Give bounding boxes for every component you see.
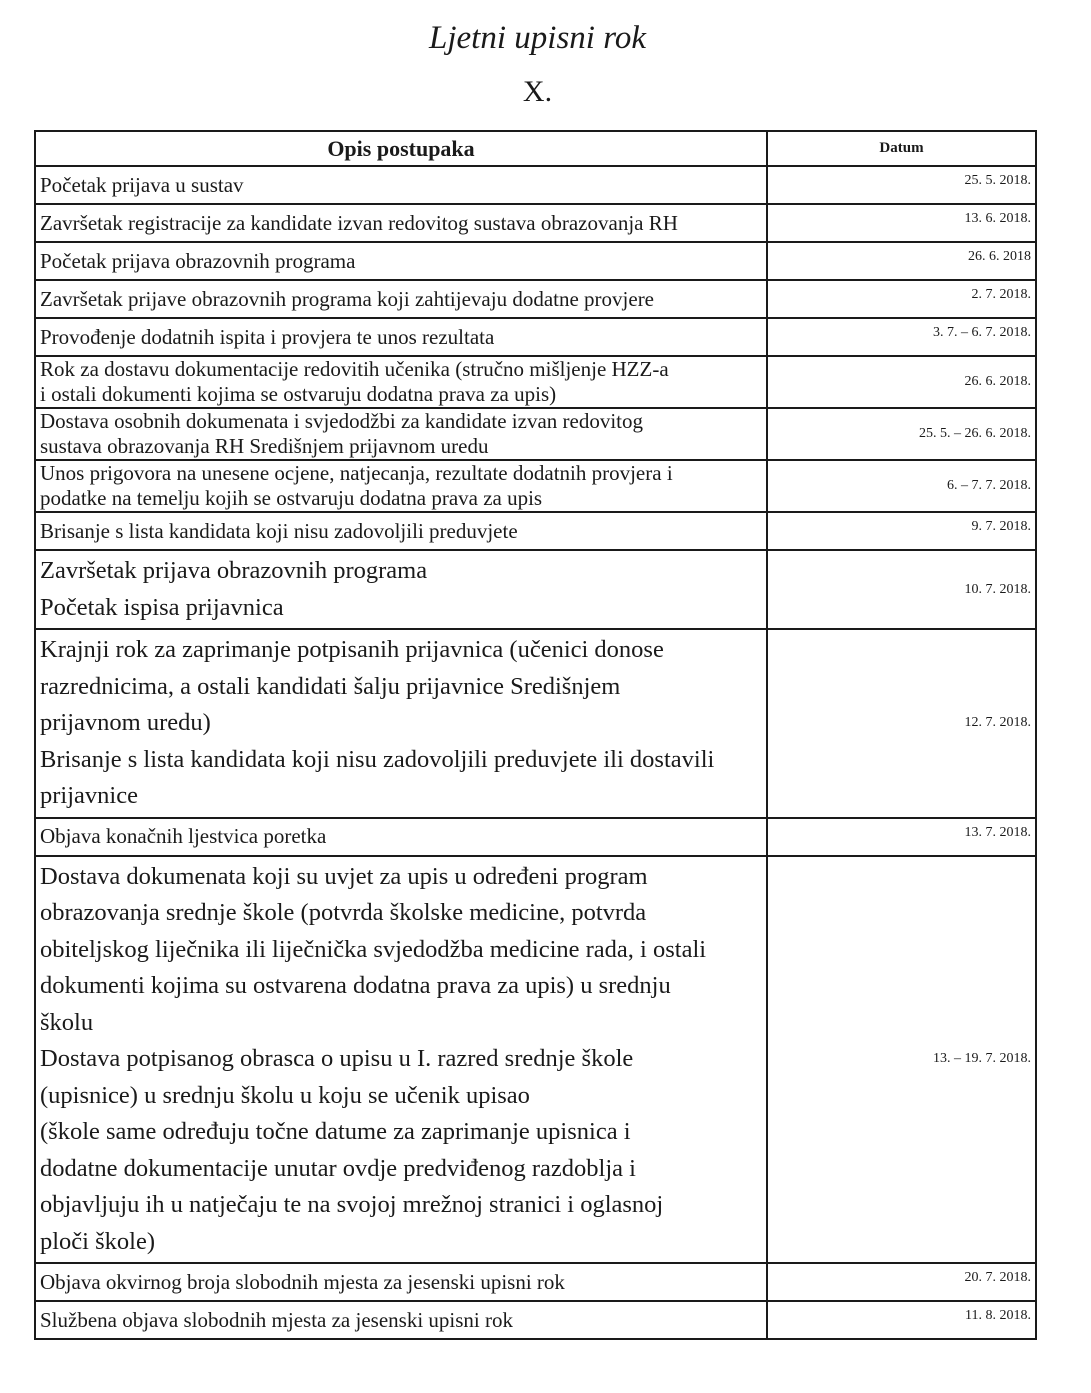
row-date: 20. 7. 2018. <box>767 1263 1036 1301</box>
row-date: 6. – 7. 7. 2018. <box>767 460 1036 512</box>
description-line: (upisnice) u srednju školu u koju se učenik upisao <box>40 1081 530 1109</box>
row-date: 13. 6. 2018. <box>767 204 1036 242</box>
table-row <box>35 204 1036 242</box>
description-line: Dostava dokumenata koji su uvjet za upis u određeni program <box>40 862 648 890</box>
description-line: Dostava potpisanog obrasca o upisu u I. razred srednje škole <box>40 1045 634 1072</box>
row-date: 13. – 19. 7. 2018. <box>767 856 1036 1264</box>
row-date: 25. 5. – 26. 6. 2018. <box>767 408 1036 460</box>
row-date: 26. 6. 2018 <box>767 242 1036 280</box>
description-line: (škole same određuju točne datume za zaprimanje upisnica i <box>40 1118 631 1145</box>
description-line: ploči škole) <box>40 1227 155 1255</box>
row-description <box>35 166 767 204</box>
table-row <box>35 629 1036 818</box>
description-line: školu <box>40 1008 94 1036</box>
table-row <box>35 356 1036 408</box>
table-row <box>35 550 1036 629</box>
description-line: objavljuju ih u natječaju te na svojoj mrežnoj stranici i oglasnoj <box>40 1191 664 1218</box>
description-line: Početak prijava obrazovnih programa <box>40 248 356 273</box>
description-line: razrednicima, a ostali kandidati šalju prijavnice Središnjem <box>40 672 621 700</box>
description-line: sustava obrazovanja RH Središnjem prijavnom uredu <box>40 434 489 458</box>
description-line: Provođenje dodatnih ispita i provjera te unos rezultata <box>40 324 495 349</box>
row-date: 2. 7. 2018. <box>767 280 1036 318</box>
table-row <box>35 280 1036 318</box>
description-line: Objava okvirnog broja slobodnih mjesta za jesenski upisni rok <box>40 1269 565 1294</box>
description-line: Brisanje s lista kandidata koji nisu zadovoljili preduvjete <box>40 518 518 543</box>
description-line: Dostava osobnih dokumenata i svjedodžbi za kandidate izvan redovitog <box>40 409 644 433</box>
row-description <box>35 512 767 550</box>
description-line: prijavnom uredu) <box>40 709 211 736</box>
row-description <box>35 204 767 242</box>
row-date: 10. 7. 2018. <box>767 550 1036 629</box>
table-row <box>35 318 1036 356</box>
table-row <box>35 166 1036 204</box>
row-description <box>35 550 767 629</box>
table-row <box>35 512 1036 550</box>
row-description <box>35 1301 767 1339</box>
table-header-row <box>35 131 1036 166</box>
table-row <box>35 856 1036 1264</box>
row-description <box>35 318 767 356</box>
row-date: 12. 7. 2018. <box>767 629 1036 818</box>
row-description <box>35 1263 767 1301</box>
row-description <box>35 460 767 512</box>
row-date: 13. 7. 2018. <box>767 818 1036 856</box>
row-description <box>35 856 767 1264</box>
description-line: Rok za dostavu dokumentacije redovitih učenika (stručno mišljenje HZZ-a <box>40 357 669 381</box>
description-line: Završetak registracije za kandidate izvan redovitog sustava obrazovanja RH <box>40 210 678 235</box>
table-row <box>35 242 1036 280</box>
table-row <box>35 408 1036 460</box>
row-description <box>35 629 767 818</box>
description-line: Objava konačnih ljestvica poretka <box>40 824 327 848</box>
description-line: dokumenti kojima su ostvarena dodatna prava za upis) u srednju <box>40 972 671 999</box>
description-line: Završetak prijave obrazovnih programa koji zahtijevaju dodatne provjere <box>40 286 655 311</box>
column-header-description: Opis postupaka <box>35 131 767 166</box>
description-line: Početak prijava u sustav <box>40 172 244 197</box>
row-description <box>35 408 767 460</box>
table-row <box>35 1263 1036 1301</box>
row-date: 9. 7. 2018. <box>767 512 1036 550</box>
table-row <box>35 818 1036 856</box>
row-description <box>35 280 767 318</box>
description-line: dodatne dokumentacije unutar ovdje predviđenog razdoblja i <box>40 1154 636 1182</box>
row-date: 25. 5. 2018. <box>767 166 1036 204</box>
description-line: podatke na temelju kojih se ostvaruju dodatna prava za upis <box>40 486 543 510</box>
section-number: X. <box>522 75 553 108</box>
description-line: obrazovanja srednje škole (potvrda školske medicine, potvrda <box>40 899 647 926</box>
row-date: 11. 8. 2018. <box>767 1301 1036 1339</box>
description-line: Unos prigovora na unesene ocjene, natjecanja, rezultate dodatnih provjera i <box>40 461 673 485</box>
description-line: i ostali dokumenti kojima se ostvaruju dodatna prava za upis) <box>40 382 557 406</box>
table-row <box>35 1301 1036 1339</box>
column-header-date: Datum <box>767 131 1036 166</box>
description-line: Brisanje s lista kandidata koji nisu zadovoljili preduvjete ili dostavili <box>40 745 715 773</box>
row-date: 26. 6. 2018. <box>767 356 1036 408</box>
row-description <box>35 242 767 280</box>
row-description <box>35 818 767 856</box>
row-description <box>35 356 767 408</box>
description-line: Krajnji rok za zaprimanje potpisanih prijavnica (učenici donose <box>40 636 664 663</box>
page-title: Ljetni upisni rok <box>429 20 646 56</box>
description-line: Početak ispisa prijavnica <box>40 593 284 621</box>
row-date: 3. 7. – 6. 7. 2018. <box>767 318 1036 356</box>
description-line: Završetak prijava obrazovnih programa <box>40 557 428 584</box>
description-line: prijavnice <box>40 782 138 809</box>
table-row <box>35 460 1036 512</box>
schedule-table <box>34 130 1037 1340</box>
description-line: Službena objava slobodnih mjesta za jesenski upisni rok <box>40 1307 513 1332</box>
description-line: obiteljskog liječnika ili liječnička svjedodžba medicine rada, i ostali <box>40 935 707 963</box>
